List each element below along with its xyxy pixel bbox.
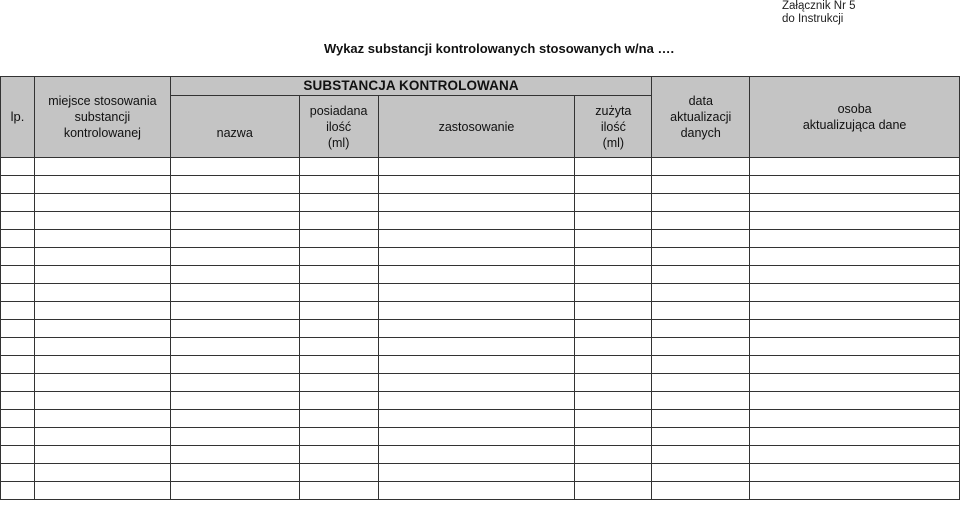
table-row bbox=[1, 464, 960, 482]
table-cell[interactable] bbox=[34, 446, 170, 464]
table-cell[interactable] bbox=[1, 464, 35, 482]
header-place-line: substancji bbox=[74, 110, 131, 124]
table-cell[interactable] bbox=[575, 266, 652, 284]
table-cell[interactable] bbox=[170, 212, 299, 230]
table-cell[interactable] bbox=[1, 374, 35, 392]
table-cell[interactable] bbox=[1, 482, 35, 500]
table-cell[interactable] bbox=[378, 410, 575, 428]
table-row bbox=[1, 284, 960, 302]
table-cell[interactable] bbox=[750, 338, 960, 356]
table-cell[interactable] bbox=[750, 284, 960, 302]
table-cell[interactable] bbox=[299, 230, 378, 248]
table-cell[interactable] bbox=[299, 338, 378, 356]
annex-reference: do Instrukcji bbox=[782, 13, 844, 25]
table-cell[interactable] bbox=[299, 464, 378, 482]
table-cell[interactable] bbox=[1, 176, 35, 194]
table-cell[interactable] bbox=[170, 176, 299, 194]
table-cell[interactable] bbox=[750, 302, 960, 320]
header-date-line: aktualizacji bbox=[670, 110, 732, 124]
table-row bbox=[1, 446, 960, 464]
table-cell[interactable] bbox=[652, 158, 750, 176]
table-row bbox=[1, 482, 960, 500]
table-row bbox=[1, 392, 960, 410]
table-cell[interactable] bbox=[1, 410, 35, 428]
table-cell[interactable] bbox=[1, 158, 35, 176]
table-cell[interactable] bbox=[1, 392, 35, 410]
table-cell[interactable] bbox=[34, 194, 170, 212]
table-cell[interactable] bbox=[170, 482, 299, 500]
table-row bbox=[1, 374, 960, 392]
table-cell[interactable] bbox=[378, 158, 575, 176]
table-row bbox=[1, 176, 960, 194]
table-row bbox=[1, 356, 960, 374]
table-cell[interactable] bbox=[1, 338, 35, 356]
table-cell[interactable] bbox=[652, 374, 750, 392]
table-cell[interactable] bbox=[652, 410, 750, 428]
header-owned-line: ilość bbox=[326, 119, 352, 134]
table-cell[interactable] bbox=[750, 410, 960, 428]
table-cell[interactable] bbox=[652, 194, 750, 212]
table-cell[interactable] bbox=[378, 248, 575, 266]
table-cell[interactable] bbox=[378, 446, 575, 464]
table-cell[interactable] bbox=[750, 446, 960, 464]
header-owned-amount bbox=[299, 96, 378, 158]
table-cell[interactable] bbox=[1, 320, 35, 338]
table-cell[interactable] bbox=[34, 284, 170, 302]
table-cell[interactable] bbox=[378, 266, 575, 284]
table-cell[interactable] bbox=[170, 356, 299, 374]
header-lp: lp. bbox=[1, 77, 35, 158]
table-row bbox=[1, 212, 960, 230]
header-place-line: miejsce stosowania bbox=[48, 94, 157, 108]
table-cell[interactable] bbox=[378, 302, 575, 320]
table-cell[interactable] bbox=[299, 302, 378, 320]
table-cell[interactable] bbox=[170, 464, 299, 482]
table-cell[interactable] bbox=[575, 464, 652, 482]
table-cell[interactable] bbox=[34, 374, 170, 392]
table-cell[interactable] bbox=[299, 320, 378, 338]
table-cell[interactable] bbox=[170, 266, 299, 284]
table-row bbox=[1, 194, 960, 212]
table-cell[interactable] bbox=[170, 302, 299, 320]
table-cell[interactable] bbox=[1, 266, 35, 284]
table-row bbox=[1, 428, 960, 446]
table-cell[interactable] bbox=[299, 374, 378, 392]
table-cell[interactable] bbox=[750, 194, 960, 212]
annex-number: Załącznik Nr 5 bbox=[782, 0, 856, 12]
table-cell[interactable] bbox=[575, 248, 652, 266]
table-cell[interactable] bbox=[378, 482, 575, 500]
table-cell[interactable] bbox=[750, 176, 960, 194]
table-body bbox=[1, 158, 960, 500]
table-row bbox=[1, 410, 960, 428]
table-cell[interactable] bbox=[575, 212, 652, 230]
table-cell[interactable] bbox=[750, 320, 960, 338]
table-cell[interactable] bbox=[652, 302, 750, 320]
table-cell[interactable] bbox=[299, 176, 378, 194]
table-cell[interactable] bbox=[575, 302, 652, 320]
header-person-line: aktualizująca dane bbox=[802, 118, 907, 132]
table-cell[interactable] bbox=[34, 410, 170, 428]
table-row bbox=[1, 320, 960, 338]
table-row bbox=[1, 266, 960, 284]
table-cell[interactable] bbox=[575, 392, 652, 410]
table-cell[interactable] bbox=[750, 356, 960, 374]
table-cell[interactable] bbox=[34, 392, 170, 410]
table-cell[interactable] bbox=[575, 374, 652, 392]
table-cell[interactable] bbox=[378, 374, 575, 392]
table-cell[interactable] bbox=[750, 392, 960, 410]
table-cell[interactable] bbox=[1, 284, 35, 302]
table-cell[interactable] bbox=[34, 302, 170, 320]
table-cell[interactable] bbox=[652, 320, 750, 338]
table-cell[interactable] bbox=[299, 212, 378, 230]
table-cell[interactable] bbox=[1, 212, 35, 230]
table-cell[interactable] bbox=[299, 194, 378, 212]
table-cell[interactable] bbox=[575, 176, 652, 194]
table-cell[interactable] bbox=[652, 212, 750, 230]
table-cell[interactable] bbox=[170, 338, 299, 356]
table-cell[interactable] bbox=[299, 266, 378, 284]
header-used-line: (ml) bbox=[602, 135, 625, 150]
table-cell[interactable] bbox=[652, 464, 750, 482]
table-cell[interactable] bbox=[1, 248, 35, 266]
table-cell[interactable] bbox=[378, 212, 575, 230]
table-cell[interactable] bbox=[34, 464, 170, 482]
header-place-line: kontrolowanej bbox=[63, 126, 141, 140]
table-cell[interactable] bbox=[750, 464, 960, 482]
table-cell[interactable] bbox=[170, 284, 299, 302]
table-cell[interactable] bbox=[170, 230, 299, 248]
table-row bbox=[1, 302, 960, 320]
table-cell[interactable] bbox=[170, 158, 299, 176]
table-row bbox=[1, 338, 960, 356]
table-cell[interactable] bbox=[652, 284, 750, 302]
table-cell[interactable] bbox=[34, 320, 170, 338]
table-cell[interactable] bbox=[652, 392, 750, 410]
table-cell[interactable] bbox=[170, 194, 299, 212]
table-cell[interactable] bbox=[575, 320, 652, 338]
header-name: nazwa bbox=[170, 96, 299, 158]
table-cell[interactable] bbox=[34, 356, 170, 374]
table-cell[interactable] bbox=[652, 482, 750, 500]
table-cell[interactable] bbox=[652, 248, 750, 266]
table-cell[interactable] bbox=[750, 266, 960, 284]
table-cell[interactable] bbox=[34, 338, 170, 356]
table-cell[interactable] bbox=[1, 356, 35, 374]
table-cell[interactable] bbox=[750, 428, 960, 446]
table-cell[interactable] bbox=[378, 464, 575, 482]
table-cell[interactable] bbox=[1, 446, 35, 464]
table-cell[interactable] bbox=[299, 356, 378, 374]
table-cell[interactable] bbox=[170, 248, 299, 266]
table-cell[interactable] bbox=[299, 284, 378, 302]
table-cell[interactable] bbox=[575, 338, 652, 356]
table-cell[interactable] bbox=[378, 194, 575, 212]
table-cell[interactable] bbox=[34, 158, 170, 176]
table-cell[interactable] bbox=[299, 158, 378, 176]
table-cell[interactable] bbox=[170, 320, 299, 338]
table-cell[interactable] bbox=[170, 446, 299, 464]
header-date-line: data bbox=[688, 94, 713, 108]
table-cell[interactable] bbox=[299, 428, 378, 446]
table-cell[interactable] bbox=[170, 428, 299, 446]
table-cell[interactable] bbox=[750, 248, 960, 266]
table-cell[interactable] bbox=[34, 248, 170, 266]
table-cell[interactable] bbox=[575, 356, 652, 374]
table-cell[interactable] bbox=[750, 230, 960, 248]
header-owned-line: (ml) bbox=[327, 135, 350, 150]
table-cell[interactable] bbox=[575, 158, 652, 176]
header-updating-person bbox=[750, 77, 960, 158]
header-person-line: osoba bbox=[837, 102, 872, 116]
table-row bbox=[1, 158, 960, 176]
table-cell[interactable] bbox=[34, 482, 170, 500]
header-place-of-use bbox=[34, 77, 170, 158]
table-cell[interactable] bbox=[378, 338, 575, 356]
table-cell[interactable] bbox=[34, 212, 170, 230]
table-cell[interactable] bbox=[378, 284, 575, 302]
table-cell[interactable] bbox=[652, 356, 750, 374]
header-used-amount bbox=[575, 96, 652, 158]
table-cell[interactable] bbox=[378, 320, 575, 338]
table-row bbox=[1, 248, 960, 266]
table-cell[interactable] bbox=[1, 302, 35, 320]
table-row bbox=[1, 230, 960, 248]
table-cell[interactable] bbox=[34, 428, 170, 446]
substances-register-table bbox=[0, 76, 960, 500]
header-group-controlled-substance: SUBSTANCJA KONTROLOWANA bbox=[170, 77, 651, 96]
document-title: Wykaz substancji kontrolowanych stosowanych w/na …. bbox=[323, 41, 675, 56]
table-cell[interactable] bbox=[34, 230, 170, 248]
header-usage: zastosowanie bbox=[378, 96, 575, 158]
table-cell[interactable] bbox=[34, 176, 170, 194]
table-cell[interactable] bbox=[575, 428, 652, 446]
table-cell[interactable] bbox=[170, 374, 299, 392]
table-cell[interactable] bbox=[652, 446, 750, 464]
table-cell[interactable] bbox=[299, 446, 378, 464]
table-cell[interactable] bbox=[652, 266, 750, 284]
table-cell[interactable] bbox=[170, 392, 299, 410]
table-cell[interactable] bbox=[750, 374, 960, 392]
table-cell[interactable] bbox=[299, 482, 378, 500]
table-cell[interactable] bbox=[575, 482, 652, 500]
table-cell[interactable] bbox=[652, 338, 750, 356]
header-owned-line: posiadana bbox=[309, 103, 368, 118]
table-header bbox=[1, 77, 960, 158]
header-date-line: danych bbox=[680, 126, 721, 140]
table-cell[interactable] bbox=[170, 410, 299, 428]
table-cell[interactable] bbox=[378, 428, 575, 446]
header-used-line: ilość bbox=[600, 119, 626, 134]
table-cell[interactable] bbox=[299, 410, 378, 428]
annex-note bbox=[782, 0, 856, 26]
table-cell[interactable] bbox=[575, 284, 652, 302]
table-cell[interactable] bbox=[652, 230, 750, 248]
table-cell[interactable] bbox=[378, 176, 575, 194]
table-cell[interactable] bbox=[378, 392, 575, 410]
header-used-line: zużyta bbox=[595, 103, 632, 118]
table-cell[interactable] bbox=[34, 266, 170, 284]
table-cell[interactable] bbox=[1, 194, 35, 212]
table-cell[interactable] bbox=[750, 158, 960, 176]
table-cell[interactable] bbox=[652, 428, 750, 446]
table-cell[interactable] bbox=[299, 392, 378, 410]
table-cell[interactable] bbox=[652, 176, 750, 194]
table-cell[interactable] bbox=[575, 194, 652, 212]
table-cell[interactable] bbox=[750, 212, 960, 230]
header-update-date bbox=[652, 77, 750, 158]
table-cell[interactable] bbox=[575, 446, 652, 464]
table-cell[interactable] bbox=[1, 230, 35, 248]
table-cell[interactable] bbox=[299, 248, 378, 266]
table-cell[interactable] bbox=[1, 428, 35, 446]
table-cell[interactable] bbox=[378, 230, 575, 248]
table-cell[interactable] bbox=[575, 230, 652, 248]
table-cell[interactable] bbox=[575, 410, 652, 428]
table-cell[interactable] bbox=[750, 482, 960, 500]
table-cell[interactable] bbox=[378, 356, 575, 374]
